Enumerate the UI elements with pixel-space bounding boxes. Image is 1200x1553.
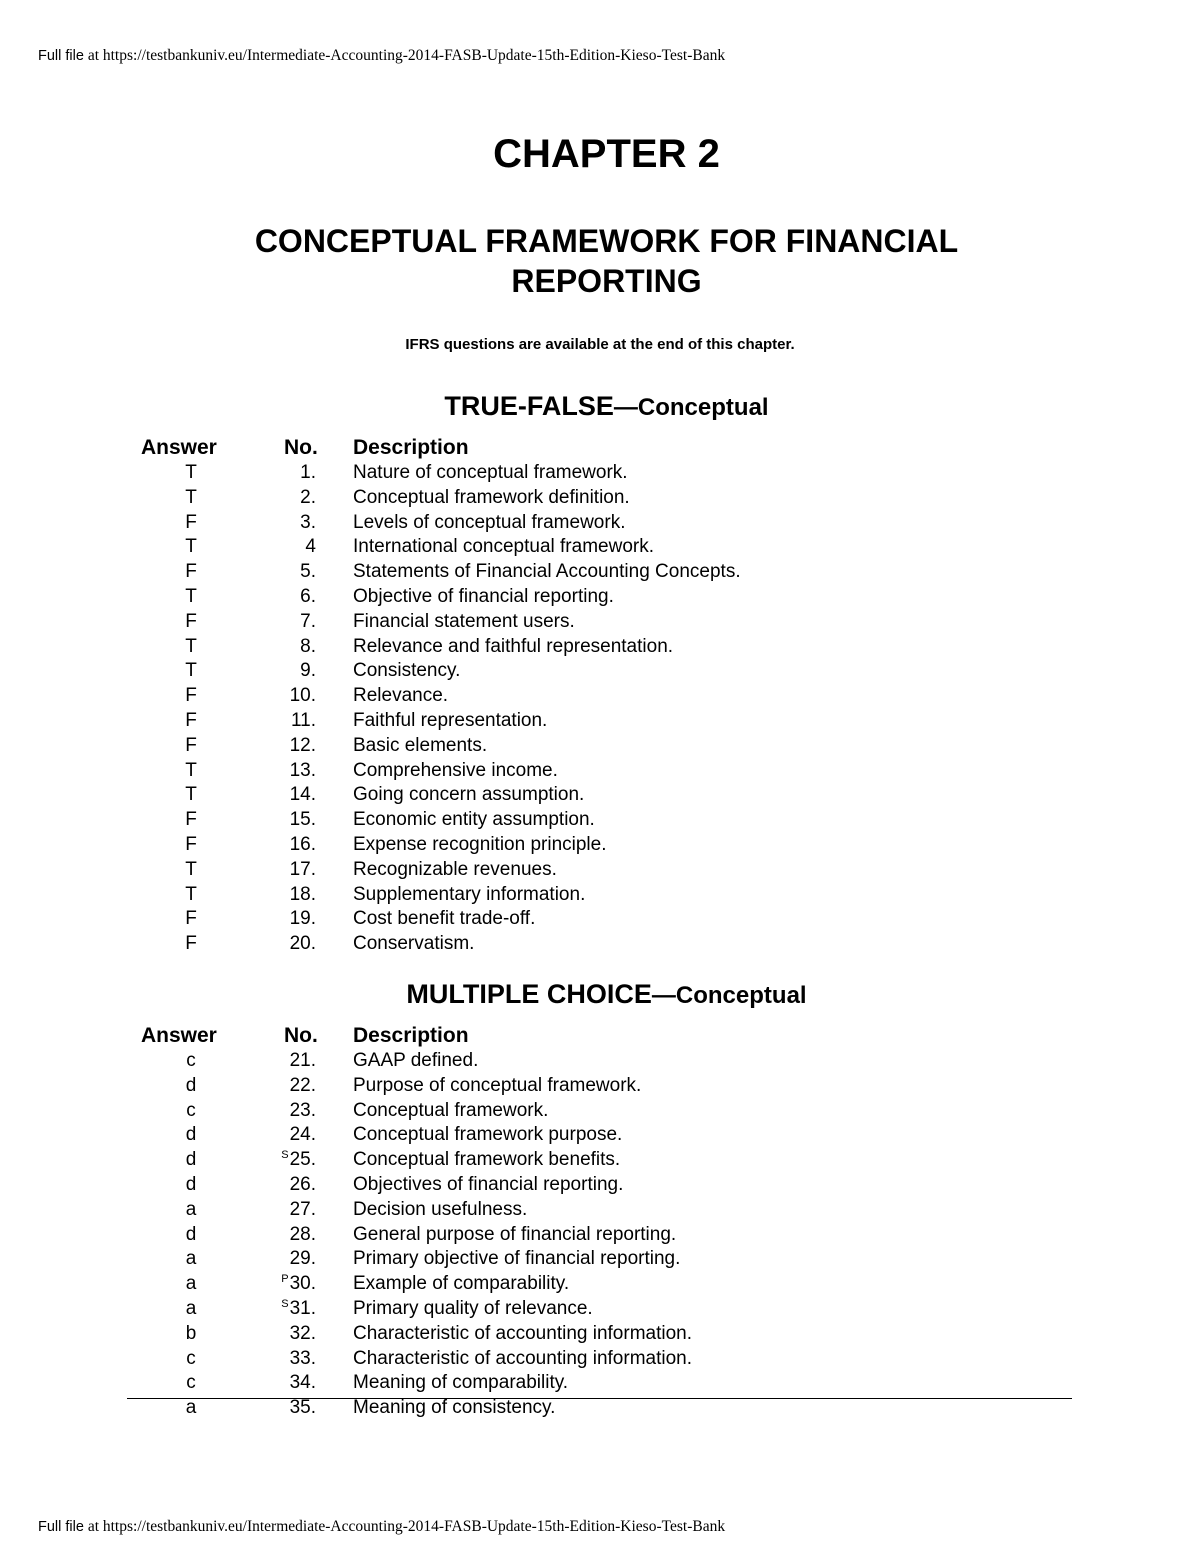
answer-key: T [185,462,197,483]
question-description: Characteristic of accounting information. [353,1347,692,1369]
answer-key: b [185,1322,197,1344]
question-description: Objective of financial reporting. [353,585,614,607]
source-link-header [38,46,725,66]
true-false-heading-main: TRUE-FALSE [444,391,614,421]
question-description: Meaning of consistency. [353,1397,556,1419]
answer-key: c [186,1372,196,1394]
answer-key: a [185,1297,197,1319]
multiple-choice-table [0,1023,1200,1421]
question-row [0,511,1200,536]
question-row [0,585,1200,610]
question-row [0,659,1200,684]
question-description: Conceptual framework purpose. [353,1124,623,1146]
multiple-choice-heading-main: MULTIPLE CHOICE [406,979,652,1009]
question-number-text: 35. [289,1397,316,1419]
answer-key: T [185,536,197,558]
answer-key: a [185,1397,197,1419]
number-column-header: No. [284,1024,318,1047]
question-number [240,808,316,833]
answer-key: F [185,933,197,955]
source-link-lead: Full file [38,1519,84,1535]
question-number [240,1173,316,1198]
ifrs-note: IFRS questions are available at the end of this chapter. [405,336,795,353]
question-row [0,759,1200,784]
question-number-text: 31. [289,1297,316,1319]
question-row [0,610,1200,635]
question-number-text: 28. [289,1223,316,1245]
question-number-text: 9. [300,660,316,682]
question-description: Nature of conceptual framework. [353,462,628,483]
question-number-text: 27. [289,1198,316,1220]
question-number-text: 30. [289,1273,316,1295]
question-number-text: 17. [289,858,316,880]
question-number-text: 5. [300,561,316,583]
question-number [240,883,316,908]
chapter-title-line: REPORTING [511,263,702,299]
question-number [240,1049,316,1074]
question-number [240,1347,316,1372]
question-description: Levels of conceptual framework. [353,511,626,533]
question-row [0,1247,1200,1272]
question-description: Comprehensive income. [353,759,558,781]
question-row [0,461,1200,486]
source-link-url: at https://testbankuniv.eu/Intermediate-Accounting-2014-FASB-Update-15th-Edition-Kieso-Test-Bank [83,47,726,64]
question-row [0,1099,1200,1124]
source-link-footer [38,1517,725,1537]
answer-key: F [185,908,197,930]
description-column-header: Description [353,1024,469,1047]
question-description: Example of comparability. [353,1273,570,1295]
answer-key: a [185,1198,197,1220]
question-row [0,1322,1200,1347]
answer-key: F [185,561,197,583]
answer-key: T [185,585,197,607]
question-number-text: 7. [300,610,316,632]
question-row [0,1371,1200,1396]
question-number [240,684,316,709]
question-number-text: 32. [289,1322,316,1344]
question-number [240,709,316,734]
question-number-text: 14. [289,784,316,806]
question-number-text: 13. [289,759,316,781]
question-row [0,1223,1200,1248]
question-number-text: 1. [300,462,316,483]
question-row [0,684,1200,709]
question-description: Faithful representation. [353,709,548,731]
question-description: Recognizable revenues. [353,858,557,880]
answer-key: c [186,1050,196,1071]
question-number-text: 4 [305,536,316,558]
answer-key: a [185,1248,197,1270]
question-number [240,659,316,684]
question-description: Basic elements. [353,734,488,756]
question-description: Economic entity assumption. [353,809,595,831]
question-description: Cost benefit trade-off. [353,908,536,930]
question-description: Expense recognition principle. [353,833,607,855]
description-column-header: Description [353,436,469,459]
question-row [0,883,1200,908]
answer-key: F [185,685,197,707]
true-false-heading [0,390,1200,424]
question-number-text: 15. [289,809,316,831]
number-column-header: No. [284,436,318,459]
answer-key: d [185,1223,197,1245]
question-row [0,1148,1200,1173]
question-number-text: 19. [289,908,316,930]
question-number-text: 8. [300,635,316,657]
question-row [0,560,1200,585]
question-row [0,734,1200,759]
question-number [240,486,316,511]
table-header-row [0,1023,1200,1049]
question-description: Going concern assumption. [353,784,585,806]
question-description: Conservatism. [353,933,475,955]
question-number [240,585,316,610]
question-number [240,1223,316,1248]
answer-key: T [185,759,197,781]
answer-key: T [185,784,197,806]
question-number-text: 34. [289,1372,316,1394]
answer-column-header: Answer [141,436,217,459]
answer-key: T [185,883,197,905]
question-number [240,1074,316,1099]
question-number-text: 23. [289,1099,316,1121]
question-row [0,1074,1200,1099]
question-source-marker: P [281,1273,289,1286]
question-number [240,734,316,759]
answer-key: d [185,1124,197,1146]
page-rule [127,1398,1072,1399]
question-description: Relevance and faithful representation. [353,635,674,657]
question-number [240,560,316,585]
question-number [240,932,316,957]
question-row [0,907,1200,932]
question-description: GAAP defined. [353,1050,479,1071]
question-number [240,858,316,883]
answer-key: d [185,1173,197,1195]
chapter-number: CHAPTER 2 [493,132,720,176]
chapter-title [0,221,1200,301]
question-number-text: 24. [289,1124,316,1146]
question-number [240,1198,316,1223]
question-number [240,1371,316,1396]
question-description: Supplementary information. [353,883,586,905]
source-link-url: at https://testbankuniv.eu/Intermediate-Accounting-2014-FASB-Update-15th-Edition-Kieso-Test-Bank [83,1518,726,1535]
question-description: General purpose of financial reporting. [353,1223,677,1245]
question-row [0,783,1200,808]
question-number [240,535,316,560]
answer-key: a [185,1273,197,1295]
question-number-text: 26. [289,1173,316,1195]
question-number-text: 12. [289,734,316,756]
question-number [240,907,316,932]
answer-column-header: Answer [141,1024,217,1047]
question-row [0,833,1200,858]
multiple-choice-heading [0,978,1200,1012]
question-row [0,932,1200,957]
question-row [0,1198,1200,1223]
question-row [0,1297,1200,1322]
answer-key: F [185,511,197,533]
question-description: Conceptual framework. [353,1099,549,1121]
question-number-text: 22. [289,1074,316,1096]
question-description: Characteristic of accounting information. [353,1322,692,1344]
answer-key: c [186,1347,196,1369]
question-description: Consistency. [353,660,461,682]
question-number [240,1396,316,1421]
answer-key: T [185,858,197,880]
question-row [0,1272,1200,1297]
question-number [240,1247,316,1272]
question-number [240,1272,316,1299]
chapter-title-line: CONCEPTUAL FRAMEWORK FOR FINANCIAL [254,223,959,259]
question-number [240,1297,316,1324]
true-false-rows [0,461,1200,957]
question-number [240,461,316,486]
question-number [240,635,316,660]
question-description: Primary quality of relevance. [353,1297,593,1319]
answer-key: d [185,1149,197,1171]
question-description: Conceptual framework benefits. [353,1149,621,1171]
multiple-choice-rows [0,1049,1200,1421]
question-row [0,709,1200,734]
answer-key: F [185,610,197,632]
question-row [0,1396,1200,1421]
table-header-row [0,435,1200,461]
answer-key: T [185,635,197,657]
question-number-text: 25. [289,1149,316,1171]
question-source-marker: S [281,1297,289,1310]
question-number [240,1123,316,1148]
question-description: Meaning of comparability. [353,1372,569,1394]
question-row [0,535,1200,560]
question-number [240,1148,316,1175]
question-row [0,486,1200,511]
question-number-text: 11. [290,709,316,731]
question-description: Primary objective of financial reporting. [353,1248,681,1270]
question-number [240,833,316,858]
question-description: Decision usefulness. [353,1198,528,1220]
question-number [240,783,316,808]
question-number-text: 16. [289,833,316,855]
question-number-text: 3. [300,511,316,533]
question-number-text: 29. [289,1248,316,1270]
question-row [0,1173,1200,1198]
answer-key: F [185,734,197,756]
question-number-text: 21. [289,1050,316,1071]
question-description: Conceptual framework definition. [353,486,630,508]
question-description: International conceptual framework. [353,536,654,558]
question-number-text: 18. [289,883,316,905]
answer-key: c [186,1099,196,1121]
question-number [240,610,316,635]
question-number-text: 6. [300,585,316,607]
answer-key: T [185,486,197,508]
question-row [0,808,1200,833]
answer-key: d [185,1074,197,1096]
question-description: Objectives of financial reporting. [353,1173,624,1195]
question-row [0,1049,1200,1074]
question-number-text: 33. [289,1347,316,1369]
question-description: Statements of Financial Accounting Concepts. [353,561,741,583]
answer-key: F [185,709,197,731]
source-link-lead: Full file [38,48,84,64]
multiple-choice-heading-sub: —Conceptual [651,982,807,1009]
question-row [0,858,1200,883]
question-source-marker: S [281,1149,289,1162]
question-number [240,511,316,536]
question-number-text: 20. [289,933,316,955]
question-description: Purpose of conceptual framework. [353,1074,642,1096]
question-description: Financial statement users. [353,610,575,632]
question-number [240,759,316,784]
question-number [240,1322,316,1347]
true-false-heading-sub: —Conceptual [613,394,769,421]
question-number [240,1099,316,1124]
question-number-text: 10. [289,685,316,707]
answer-key: T [185,660,197,682]
question-description: Relevance. [353,685,449,707]
answer-key: F [185,809,197,831]
question-row [0,1123,1200,1148]
true-false-table [0,435,1200,957]
question-row [0,1347,1200,1372]
question-row [0,635,1200,660]
answer-key: F [185,833,197,855]
question-number-text: 2. [300,486,316,508]
